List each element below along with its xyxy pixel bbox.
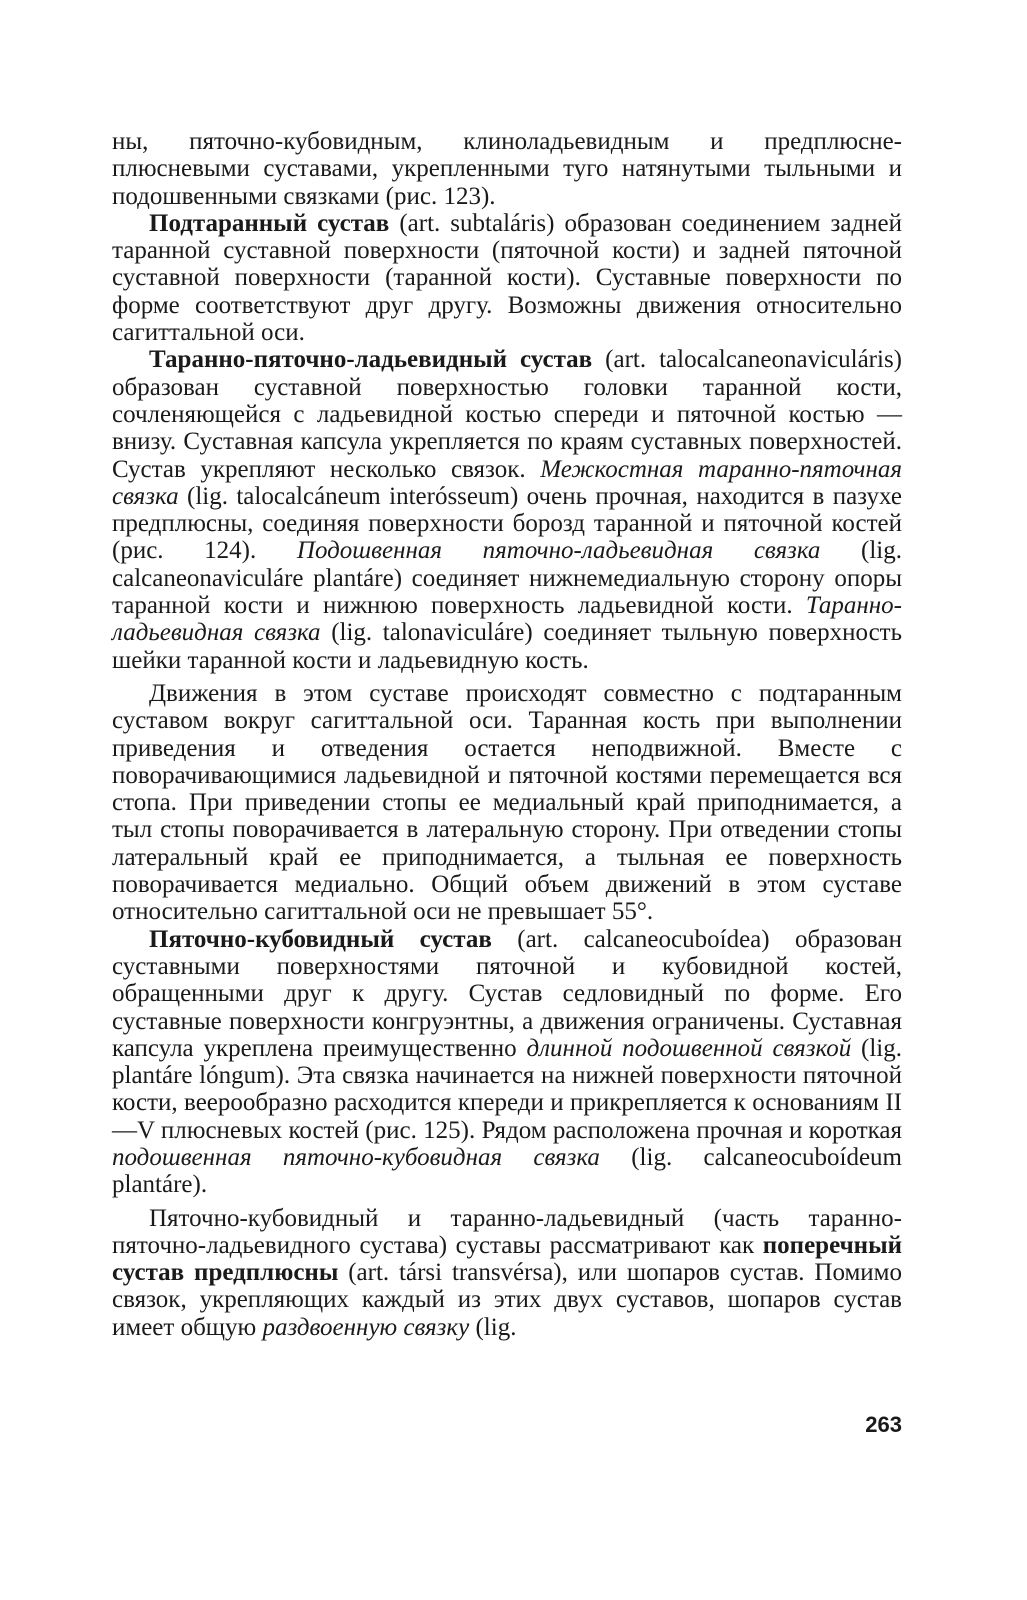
text-run: Движения в этом суставе происходят совместно с подтаранным суставом вокруг сагиттальной оси. Таранная кость при выполнении приведения и отведения остается неподвижной. Вместе с поворачивающимися ладьевидной и пяточной костями перемещается вся стопа. При приведении стопы ее медиальный край приподнимается, а тыл стопы поворачивается в латеральную сторону. При отведении стопы латеральный край ее приподнимается, а тыльная ее поверхность поворачивается медиально. Общий объем движений в этом суставе относительно сагиттальной оси не превышает 55°. (112, 679, 902, 926)
bold-term: Пяточно-кубовидный сустав (149, 925, 492, 953)
italic-term: раздвоенную связку (262, 1313, 470, 1341)
paragraph-talocalcaneonavicular-joint (112, 346, 902, 674)
paragraph-joint-movements (112, 680, 902, 926)
paragraph-continuation (112, 128, 902, 210)
italic-term: Подошвенная пяточно-ладьевидная связка (296, 537, 821, 565)
text-run: ны, пяточно-кубовидным, клиноладьевидным и предплюсне-плюсневыми суставами, укрепленными туго натянутыми тыльными и подошвенными связками (рис. 123). (112, 128, 902, 210)
bold-term: Таранно-пяточно-ладьевидный сустав (149, 346, 593, 374)
italic-term: длинной подошвенной связкой (526, 1034, 852, 1062)
text-run: (art. subtaláris) образован соединением задней таранной суставной поверхности (пяточной кости) и задней пяточной суставной поверхности (таранной кости). Суставные поверхности по форме соответствуют друг другу. Возможны движения относительно сагиттальной оси. (112, 209, 902, 347)
text-run: (lig. plantáre lóngum). Эта связка начинается на нижней поверхности пяточной кости, веерообразно расходится кпереди и прикрепляется к основаниям II—V плюсневых костей (рис. 125). Рядом расположена прочная и короткая (112, 1034, 903, 1144)
text-run: (lig. calcaneocuboídeum plantáre). (112, 1143, 902, 1199)
text-run: (lig. talocalcáneum interósseum) очень прочная, находится в пазухе предплюсны, соединяя поверхности борозд таранной и пяточной костей (рис. 124). (112, 482, 902, 565)
text-run: (art. társi transvérsa), или шопаров сустав. Помимо связок, укрепляющих каждый из этих двух суставов, шопаров сустав имеет общую (112, 1259, 902, 1341)
paragraph-transverse-tarsal-joint (112, 1205, 902, 1341)
italic-term: Межкостная таранно-пяточная связка (112, 455, 902, 510)
italic-term: подошвенная пяточно-кубовидная связка (112, 1143, 600, 1171)
text-run: Пяточно-кубовидный и таранно-ладьевидный (часть таранно-пяточно-ладьевидного сустава) суставы рассматривают как (112, 1204, 902, 1259)
text-run: (art. calcaneocuboídea) образован суставными поверхностями пяточной и кубовидной костей, обращенными друг к другу. Сустав седловидный по форме. Его суставные поверхности конгруэнтны, а движения ограничены. Суставная капсула укреплена преимущественно (112, 925, 902, 1062)
bold-term: поперечный сустав предплюсны (112, 1231, 902, 1287)
text-run: (lig. (469, 1313, 517, 1341)
page-body (112, 128, 902, 1341)
page-number: 263 (865, 1412, 902, 1437)
paragraph-calcaneocuboid-joint (112, 926, 902, 1199)
text-run: (lig. talonaviculáre) соединяет тыльную поверхность шейки таранной кости и ладьевидную кость. (112, 619, 902, 674)
paragraph-subtalar-joint (112, 210, 902, 346)
text-run: (lig. calcaneonaviculáre plantáre) соединяет нижнемедиальную сторону опоры таранной кости и нижнюю поверхность ладьевидной кости. (112, 537, 902, 620)
text-run: (art. talocalcaneonaviculáris) образован суставной поверхностью головки таранной кости, сочленяющейся с ладьевидной костью спереди и пяточной костью — внизу. Суставная капсула укрепляется по краям суставных поверхностей. Сустав укрепляют несколько связок. (112, 346, 902, 483)
italic-term: Таранно-ладьевидная связка (112, 592, 902, 647)
bold-term: Подтаранный сустав (149, 209, 390, 237)
